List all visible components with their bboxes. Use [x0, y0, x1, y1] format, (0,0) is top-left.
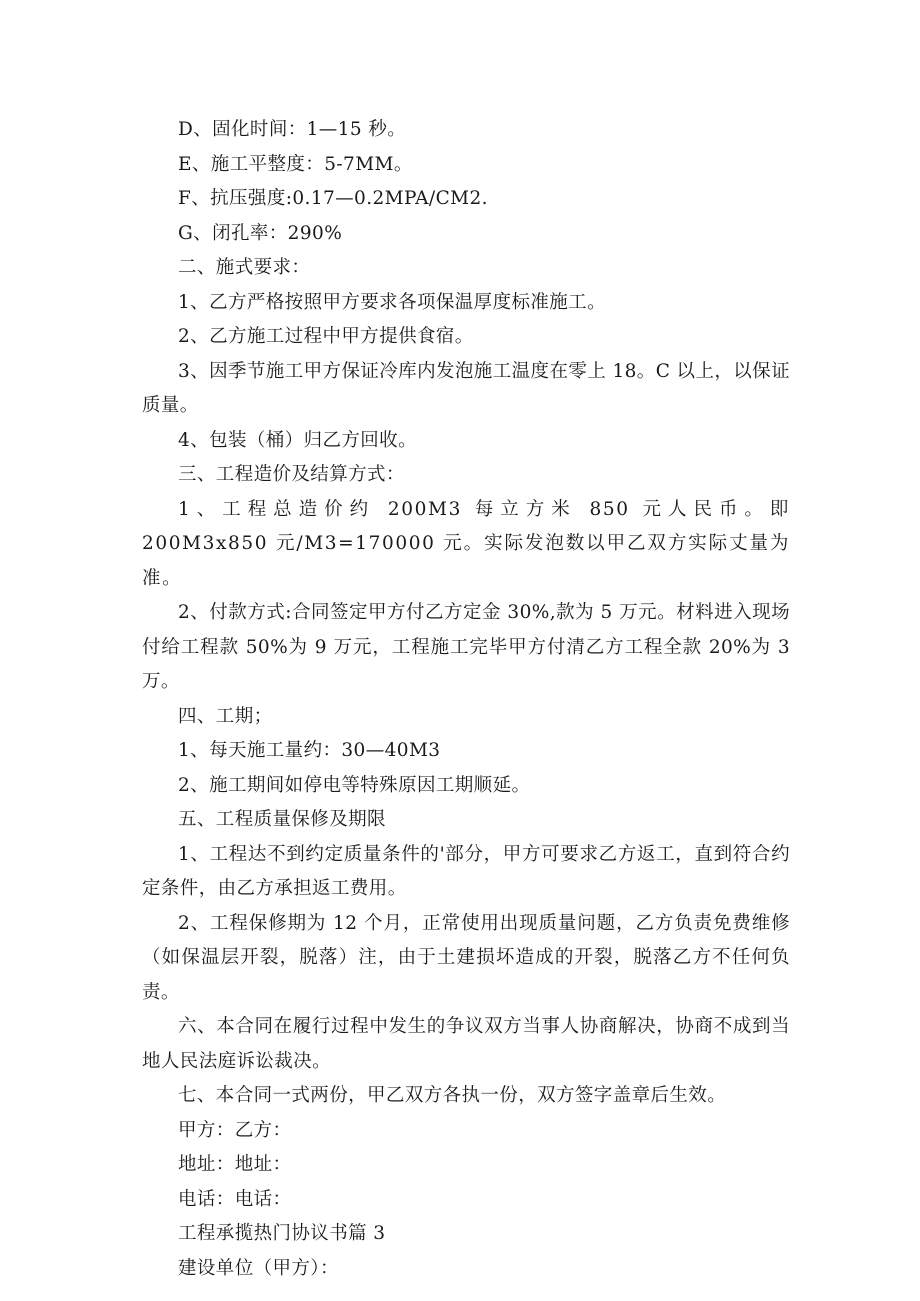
- section-heading-construction-requirements: 二、施式要求：: [178, 257, 311, 278]
- schedule-clause-1: 1、每天施工量约：30—40M3: [178, 740, 441, 761]
- payment-clause-2: 2、付款方式:合同签定甲方付乙方定金 30%,款为 5 万元。材料进入现场付给工程款 50%为 9 万元，工程施工完毕甲方付清乙方工程全款 20%为 3 万。: [142, 602, 790, 692]
- effectiveness-clause: 七、本合同一式两份，甲乙双方各执一份，双方签字盖章后生效。: [178, 1085, 727, 1106]
- requirement-3: 3、因季节施工甲方保证冷库内发泡施工温度在零上 18。C 以上，以保证质量。: [142, 360, 790, 416]
- schedule-clause-2: 2、施工期间如停电等特殊原因工期顺延。: [178, 774, 531, 796]
- signature-parties: 甲方：乙方：: [178, 1119, 292, 1141]
- spec-flatness: E、施工平整度：5-7MM。: [178, 153, 413, 175]
- signature-addresses: 地址：地址：: [178, 1154, 292, 1175]
- section-heading-schedule: 四、工期；: [178, 705, 273, 727]
- warranty-clause-2: 2、工程保修期为 12 个月，正常使用出现质量问题，乙方负责免费维修（如保温层开裂，脱落）注，由于土建损坏造成的开裂，脱落乙方不任何负责。: [142, 912, 790, 1003]
- construction-unit-party-a: 建设单位（甲方）：: [178, 1257, 339, 1279]
- cost-clause-1: 1、工程总造价约 200M3 每立方米 850 元人民币。即 200M3x850 元/M3=170000 元。实际发泡数以甲乙双方实际丈量为准。: [142, 498, 790, 589]
- section-heading-warranty: 五、工程质量保修及期限: [178, 809, 386, 830]
- signature-phones: 电话：电话：: [178, 1188, 292, 1210]
- warranty-clause-1: 1、工程达不到约定质量条件的'部分，甲方可要求乙方返工，直到符合约定条件，由乙方承担返工费用。: [142, 843, 790, 899]
- agreement-title-3: 工程承揽热门协议书篇 3: [178, 1223, 386, 1244]
- requirement-4: 4、包装（桶）归乙方回收。: [178, 429, 417, 451]
- spec-curing-time: D、固化时间：1—15 秒。: [178, 119, 407, 140]
- dispute-clause: 六、本合同在履行过程中发生的争议双方当事人协商解决，协商不成到当地人民法庭诉讼裁决。: [142, 1016, 790, 1072]
- document-body: [142, 113, 790, 1286]
- spec-compressive-strength: F、抗压强度:0.17—0.2MPA/CM2.: [178, 188, 488, 209]
- requirement-1: 1、乙方严格按照甲方要求各项保温厚度标准施工。: [178, 291, 606, 313]
- section-heading-cost-settlement: 三、工程造价及结算方式：: [178, 464, 405, 485]
- spec-closed-cell-rate: G、闭孔率：290%: [178, 222, 343, 244]
- requirement-2: 2、乙方施工过程中甲方提供食宿。: [178, 326, 474, 347]
